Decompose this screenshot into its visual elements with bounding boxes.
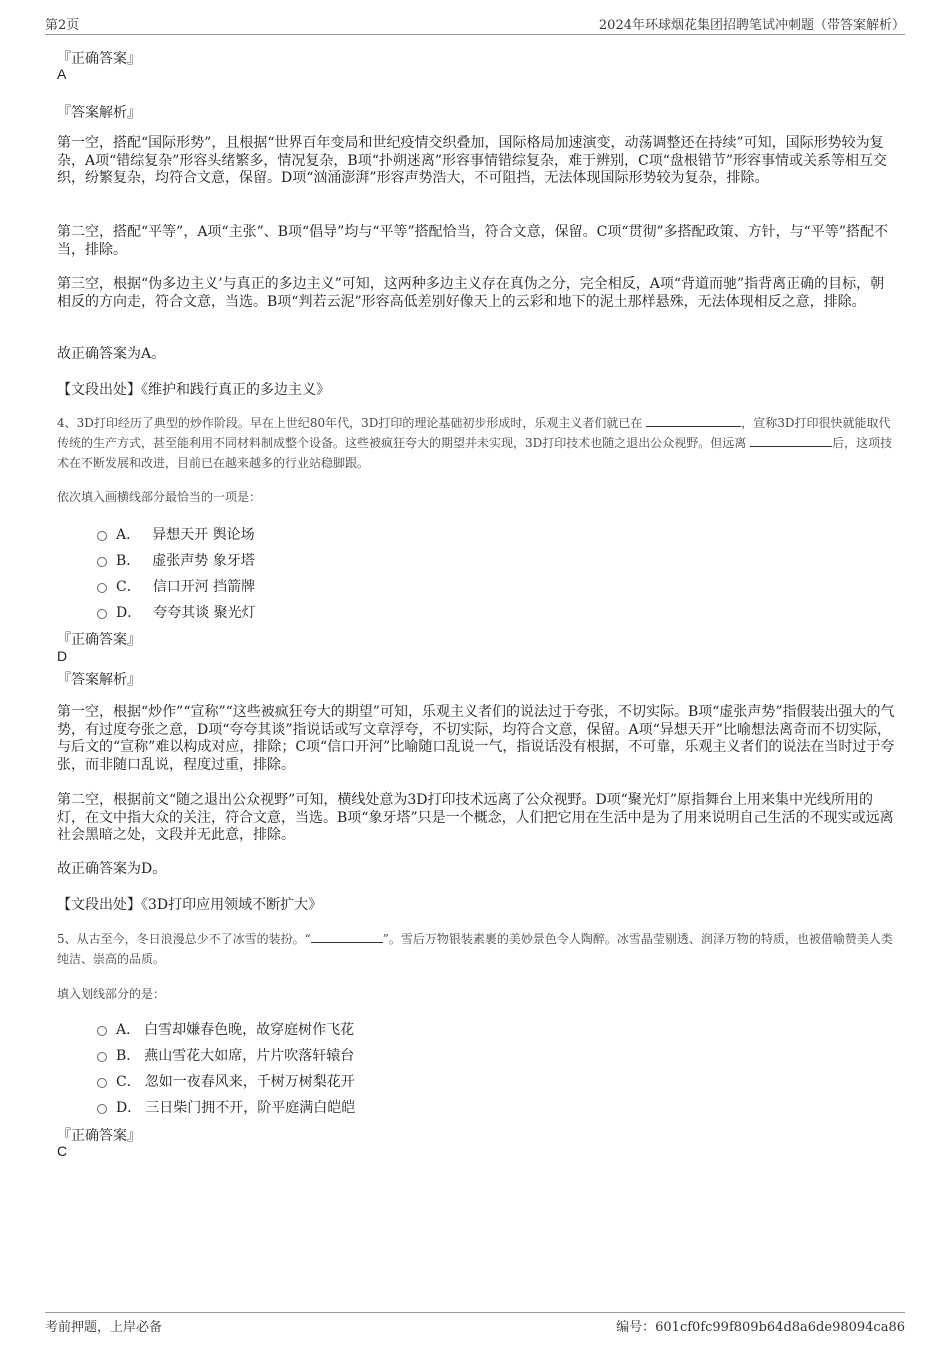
option-key: B． bbox=[116, 553, 141, 569]
radio-icon[interactable] bbox=[97, 1104, 107, 1114]
option-key: C． bbox=[116, 579, 141, 595]
answer-label: 『正确答案』 bbox=[57, 632, 141, 648]
radio-icon[interactable] bbox=[97, 1052, 107, 1062]
analysis-label: 『答案解析』 bbox=[57, 105, 141, 121]
option-key: A． bbox=[116, 1022, 141, 1038]
answer-label: 『正确答案』 bbox=[57, 51, 141, 67]
option-d[interactable] bbox=[97, 602, 256, 622]
option-key: D． bbox=[116, 1100, 142, 1116]
radio-icon[interactable] bbox=[97, 1026, 107, 1036]
option-c[interactable] bbox=[97, 576, 255, 596]
page-number: 第2页 bbox=[45, 18, 80, 33]
option-key: C． bbox=[116, 1074, 141, 1090]
stem-part: 5、从古至今，冬日浪漫总少不了冰雪的装扮。“ bbox=[57, 932, 311, 946]
radio-icon[interactable] bbox=[97, 531, 107, 541]
answer-value: C bbox=[57, 1143, 68, 1159]
document-title: 2024年环球烟花集团招聘笔试冲刺题（带答案解析） bbox=[598, 18, 905, 33]
question-stem bbox=[57, 413, 902, 473]
option-key: D． bbox=[116, 605, 142, 621]
analysis-paragraph: 第一空，搭配“国际形势”，且根据“世界百年变局和世纪疫情交织叠加，国际格局加速演变，动荡调整还在持续”可知，国际形势较为复杂，A项“错综复杂”形容头绪繁多，情况复杂，B项“扑朔迷离”形容事情错综复杂，难于辨别，C项“盘根错节”形容事情或关系等相互交织，纷繁复杂，均符合文意，保留。D项“汹涌澎湃”形容声势浩大，不可阻挡，无法体现国际形势较为复杂，排除。 bbox=[57, 135, 888, 186]
analysis-paragraph: 第二空，搭配“平等”，A项“主张”、B项“倡导”均与“平等”搭配恰当，符合文意，保留。C项“贯彻”多搭配政策、方针，与“平等”搭配不当，排除。 bbox=[57, 224, 888, 258]
option-c[interactable] bbox=[97, 1071, 355, 1091]
answer-value: A bbox=[57, 66, 67, 82]
stem-part: 后，这项技术在不断发展和改进，目前已在越来越多的行业站稳脚跟。 bbox=[57, 436, 893, 470]
answer-value: D bbox=[57, 648, 68, 664]
radio-icon[interactable] bbox=[97, 557, 107, 567]
radio-icon[interactable] bbox=[97, 1078, 107, 1088]
option-text: 白雪却嫌春色晚，故穿庭树作飞花 bbox=[144, 1022, 355, 1038]
footer-slogan: 考前押题，上岸必备 bbox=[45, 1320, 163, 1335]
option-text: 夸夸其谈 聚光灯 bbox=[153, 605, 256, 621]
option-text: 异想天开 舆论场 bbox=[152, 527, 255, 543]
analysis-label: 『答案解析』 bbox=[57, 672, 141, 688]
answer-label: 『正确答案』 bbox=[57, 1128, 141, 1144]
question-prompt: 依次填入画横线部分最恰当的一项是： bbox=[57, 490, 262, 504]
stem-part: ，宣称3D打印很快就能取代传统的生产方式，甚至能利用不同材料制成整个设备。这些被疯狂夸大的期望并未实现，3D打印技术也随之退出公众视野。但远离 bbox=[57, 416, 891, 450]
option-text: 虚张声势 象牙塔 bbox=[152, 553, 255, 569]
page-footer bbox=[45, 1312, 905, 1335]
option-a[interactable] bbox=[97, 524, 255, 544]
option-text: 燕山雪花大如席，片片吹落轩辕台 bbox=[144, 1048, 355, 1064]
radio-icon[interactable] bbox=[97, 609, 107, 619]
option-text: 信口开河 挡箭牌 bbox=[152, 579, 256, 595]
option-a[interactable] bbox=[97, 1019, 354, 1039]
analysis-paragraph: 第三空，根据“伪多边主义’与真正的多边主义”可知，这两种多边主义存在真伪之分，完全相反，A项“背道而驰”指背离正确的目标，朝相反的方向走，符合文意，当选。B项“判若云泥”形容高低差别好像天上的云彩和地下的泥土那样悬殊，无法体现相反之意，排除。 bbox=[57, 276, 885, 310]
source-citation: 【文段出处】《3D打印应用领域不断扩大》 bbox=[57, 897, 323, 913]
stem-part: 4、3D打印经历了典型的炒作阶段。早在上世纪80年代，3D打印的理论基础初步形成时，乐观主义者们就已在 bbox=[57, 416, 643, 430]
fill-blank bbox=[311, 930, 383, 943]
question-prompt: 填入划线部分的是： bbox=[57, 987, 166, 1001]
option-b[interactable] bbox=[97, 550, 255, 570]
radio-icon[interactable] bbox=[97, 583, 107, 593]
analysis-paragraph: 第二空，根据前文“随之退出公众视野”可知，横线处意为3D打印技术远离了公众视野。D项“聚光灯”原指舞台上用来集中光线所用的灯，在文中指大众的关注，符合文意，当选。B项“象牙塔”只是一个概念，人们把它用在生活中是为了用来说明自己生活的不现实或远离社会黑暗之处，文段并无此意，排除。 bbox=[57, 792, 894, 843]
source-citation: 【文段出处】《维护和践行真正的多边主义》 bbox=[57, 382, 330, 398]
question-stem bbox=[57, 929, 902, 969]
analysis-conclusion: 故正确答案为D。 bbox=[57, 861, 167, 877]
document-code: 编号：601cf0fc99f809b64d8a6de98094ca86 bbox=[616, 1320, 905, 1335]
option-text: 忽如一夜春风来，千树万树梨花开 bbox=[144, 1074, 355, 1090]
analysis-conclusion: 故正确答案为A。 bbox=[57, 346, 166, 362]
page-header bbox=[45, 14, 905, 35]
option-text: 三日柴门拥不开，阶平庭满白皑皑 bbox=[145, 1100, 356, 1116]
option-d[interactable] bbox=[97, 1097, 355, 1117]
fill-blank bbox=[750, 434, 832, 447]
analysis-paragraph: 第一空，根据“炒作”“宣称”“这些被疯狂夸大的期望”可知，乐观主义者们的说法过于夸张，不切实际。B项“虚张声势”指假装出强大的气势，有过度夸张之意，D项“夸夸其谈”指说话或写文章浮夸，不切实际，均符合文意，保留。A项“异想天开”比喻想法离奇而不切实际，与后文的“宣称”难以构成对应，排除；C项“信口开河”比喻随口乱说一气，指说话没有根据，不可靠，乐观主义者们的说法在当时过于夸张，而非随口乱说，程度过重，排除。 bbox=[57, 704, 895, 773]
option-b[interactable] bbox=[97, 1045, 354, 1065]
fill-blank bbox=[646, 414, 741, 427]
option-key: B． bbox=[116, 1048, 141, 1064]
option-key: A． bbox=[116, 527, 141, 543]
stem-part: ”。雪后万物银装素裹的美妙景色令人陶醉。冰雪晶莹剔透、润泽万物的特质，也被借喻赞美人类纯洁、崇高的品质。 bbox=[57, 932, 893, 966]
